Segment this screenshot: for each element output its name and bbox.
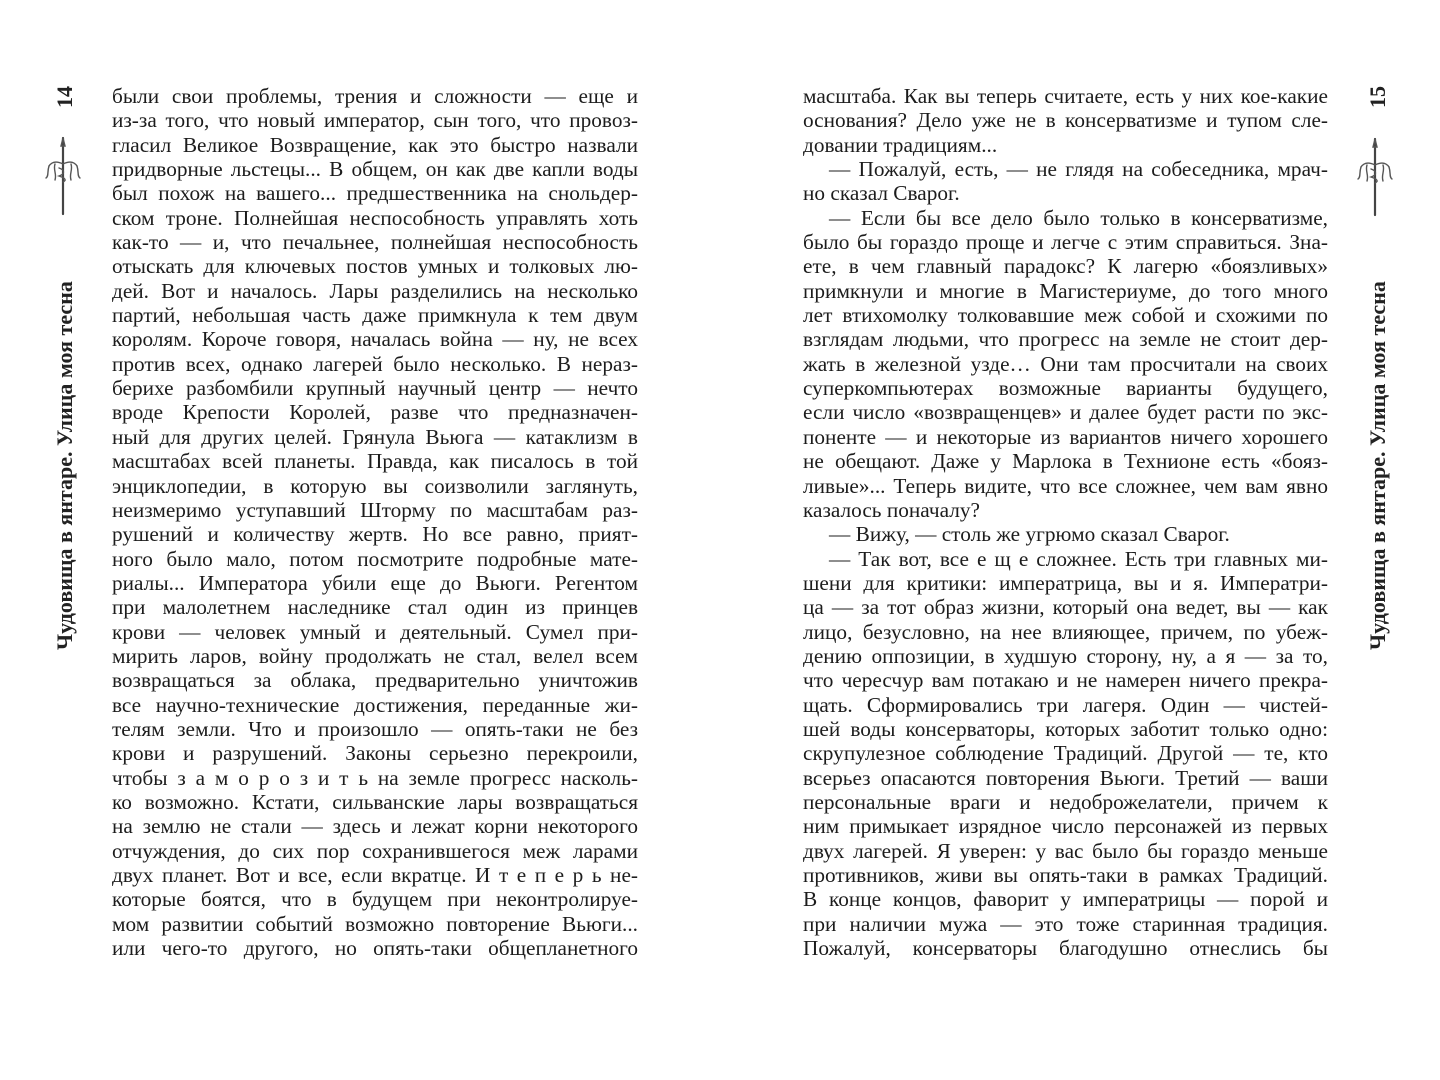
- text-line: риалы... Императора убили еще до Вьюги. Регентом: [112, 570, 638, 595]
- text-line: мирить ларов, войну продолжать не стал, велел всем: [112, 643, 638, 668]
- text-line: королям. Короче говоря, началась война — ну, не всех: [112, 327, 638, 352]
- running-head: Чудовища в янтаре. Улица моя тесна: [1365, 281, 1390, 650]
- text-line: как-то — и, что печальнее, полнейшая неспособность: [112, 230, 638, 255]
- text-line: телям земли. Что и произошло — опять-таки не без: [112, 716, 638, 741]
- text-line: придворные льстецы... В общем, он как две капли воды: [112, 157, 638, 182]
- text-line: партий, небольшая часть даже примкнула к тем двум: [112, 303, 638, 328]
- text-line: шей воды консерваторы, которых заботит только одно:: [803, 716, 1328, 741]
- text-line: взглядам людьми, что прогресс на земле не стоит дер-: [803, 327, 1328, 352]
- text-line: — Так вот, все е щ е сложнее. Есть три главных ми-: [829, 546, 1328, 571]
- body-text: [803, 84, 1328, 960]
- text-line: неизмеримо уступавший Шторму по масштабам раз-: [112, 497, 638, 522]
- right-page: [720, 0, 1440, 1080]
- text-line: ца — за тот образ жизни, который она ведет, вы — как: [803, 595, 1328, 620]
- text-line: все научно-технические достижения, переданные жи-: [112, 692, 638, 717]
- text-line: отыскать для ключевых постов умных и толковых лю-: [112, 254, 638, 279]
- text-line: берихе разбомбили крупный научный центр — нечто: [112, 376, 638, 401]
- text-line: поненте — и некоторые из вариантов ничего хорошего: [803, 424, 1328, 449]
- text-line: двух лагерей. Я уверен: у вас было бы гораздо меньше: [803, 838, 1328, 863]
- text-line: на землю не стали — здесь и лежат корни некоторого: [112, 814, 638, 839]
- text-line: был похож на вашего... предшественника на снольдер-: [112, 181, 638, 206]
- text-line: если число «возвращенцев» и далее будет расти по экс-: [803, 400, 1328, 425]
- text-line: ко возможно. Кстати, сильванские лары возвращаться: [112, 789, 638, 814]
- text-line: но сказал Сварог.: [803, 181, 960, 206]
- text-line: казалось поначалу?: [803, 497, 980, 522]
- text-line: В конце концов, фаворит у императрицы — порой и: [803, 887, 1328, 912]
- text-line: крови — человек умный и деятельный. Сумел при-: [112, 619, 638, 644]
- text-line: ный для других целей. Грянула Вьюга — катаклизм в: [112, 424, 638, 449]
- page-number: 15: [1365, 86, 1390, 108]
- text-line: были свои проблемы, трения и сложности — еще и: [112, 84, 638, 108]
- text-line: скрупулезное соблюдение Традиций. Другой — те, кто: [803, 741, 1328, 766]
- text-line: жать в железной узде… Они там просчитали на своих: [803, 351, 1328, 376]
- text-line: всерьез опасаются повторения Вьюги. Третий — ваши: [803, 765, 1328, 790]
- text-line: противников, живи вы опять-таки в рамках Традиций.: [803, 863, 1328, 887]
- text-line: мом развитии событий возможно повторение Вьюги...: [112, 911, 638, 936]
- text-line: при наличии мужа — это тоже старинная традиция.: [803, 911, 1328, 936]
- text-line: щать. Сформировались три лагеря. Один — чистей-: [803, 692, 1328, 717]
- text-line: из-за того, что новый император, сын того, что провоз-: [112, 108, 638, 133]
- text-line: энциклопедии, в которую вы соизволили заглянуть,: [112, 473, 638, 498]
- text-line: не обещают. Даже у Марлока в Технионе есть «бояз-: [803, 449, 1328, 474]
- text-line: при малолетнем наследнике стал один из принцев: [112, 595, 638, 620]
- text-line: отчуждения, до сих пор сохранившегося меж ларами: [112, 838, 638, 863]
- sword-ornament-icon: [1355, 137, 1395, 217]
- text-line: лицо, безусловно, на нее влияющее, причем, по убеж-: [803, 619, 1328, 644]
- text-line: масштабах всей планеты. Правда, как писалось в той: [112, 449, 638, 474]
- body-text: [112, 84, 638, 960]
- text-line: двух планет. Вот и все, если вкратце. И т е п е р ь не-: [112, 863, 638, 887]
- text-line: — Вижу, — столь же угрюмо сказал Сварог.: [829, 522, 1230, 547]
- text-line: ним примыкает изрядное число персонажей из первых: [803, 814, 1328, 839]
- text-line: дей. Вот и началось. Лары разделились на несколько: [112, 278, 638, 303]
- text-line: которые боятся, что в будущем при неконтролируе-: [112, 887, 638, 912]
- text-line: примкнули и многие в Магистериуме, до того много: [803, 278, 1328, 303]
- text-line: — Пожалуй, есть, — не глядя на собеседника, мрач-: [829, 157, 1328, 182]
- page-number: 14: [52, 86, 77, 108]
- text-line: ском троне. Полнейшая неспособность управлять хоть: [112, 205, 638, 230]
- text-line: суперкомпьютерах возможные варианты будущего,: [803, 376, 1328, 401]
- text-line: гласил Великое Возвращение, как это быстро назвали: [112, 132, 638, 157]
- text-line: масштаба. Как вы теперь считаете, есть у них кое-какие: [803, 84, 1328, 108]
- text-line: — Если бы все дело было только в консерватизме,: [829, 205, 1328, 230]
- text-line: довании традициям...: [803, 132, 998, 157]
- sword-ornament-icon: [43, 136, 83, 216]
- text-line: чтобы з а м о р о з и т ь на земле прогресс насколь-: [112, 765, 638, 790]
- text-line: что чересчур вам потакаю и не намерен ничего прекра-: [803, 668, 1328, 693]
- text-line: персональные враги и недоброжелатели, причем к: [803, 789, 1328, 814]
- text-line: ного было мало, потом посмотрите подробные мате-: [112, 546, 638, 571]
- text-line: дению оппозиции, в худшую сторону, ну, а я — за то,: [803, 643, 1328, 668]
- text-line: было бы гораздо проще и легче с этим справиться. Зна-: [803, 230, 1328, 255]
- text-line: ливые»... Теперь видите, что все сложнее, чем вам явно: [803, 473, 1328, 498]
- text-line: лет втихомолку толковавшие меж собой и схожими по: [803, 303, 1328, 328]
- text-line: крови и разрушений. Законы серьезно перекроили,: [112, 741, 638, 766]
- text-line: основания? Дело уже не в консерватизме и тупом сле-: [803, 108, 1328, 133]
- text-line: шени для критики: императрица, вы и я. Императри-: [803, 570, 1328, 595]
- text-line: рушений и количеству жертв. Но все равно, прият-: [112, 522, 638, 547]
- text-line: возвращаться за облака, предварительно уничтожив: [112, 668, 638, 693]
- text-line: против всех, однако лагерей было несколько. В нераз-: [112, 351, 638, 376]
- text-line: вроде Крепости Королей, разве что предназначен-: [112, 400, 638, 425]
- text-line: Пожалуй, консерваторы благодушно отнеслись бы: [803, 936, 1328, 961]
- text-line: или чего-то другого, но опять-таки общепланетного: [112, 936, 638, 961]
- text-line: ете, в чем главный парадокс? К лагерю «боязливых»: [803, 254, 1328, 279]
- running-head: Чудовища в янтаре. Улица моя тесна: [52, 281, 77, 650]
